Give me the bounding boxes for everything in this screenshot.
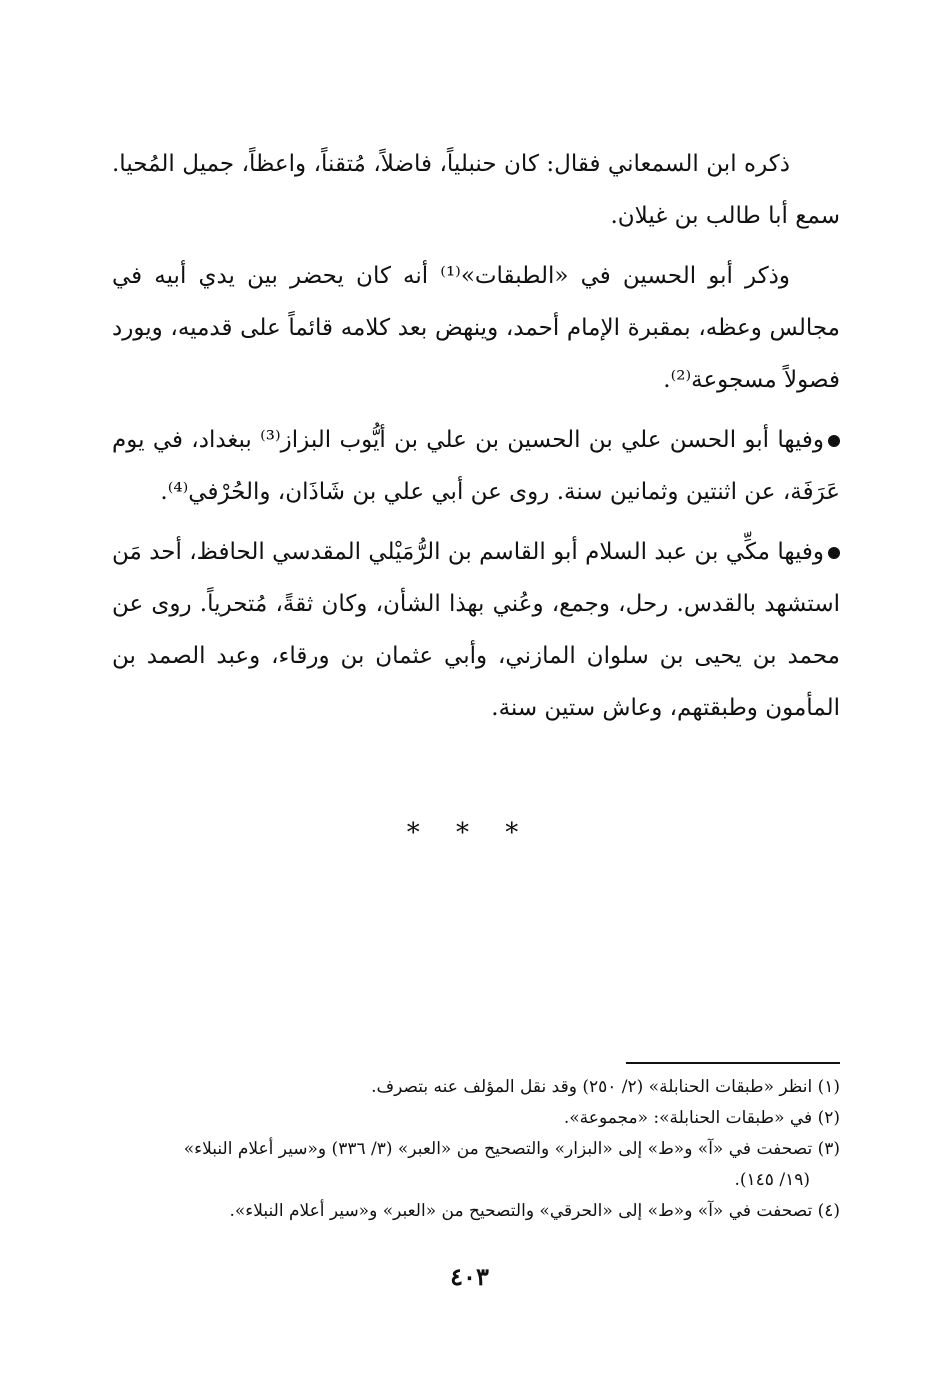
footnote-3: (٣) تصحفت في «آ» و«ط» إلى «البزار» والتصحيح من «العبر» (٣/ ٣٣٦) و«سير أعلام النبلاء» [183, 1139, 840, 1159]
footnote-1: (١) انظر «طبقات الحنابلة» (٢/ ٢٥٠) وقد نقل المؤلف عنه بتصرف. [371, 1077, 840, 1097]
paragraph-makki [112, 526, 840, 734]
bullet-icon [828, 435, 840, 447]
paragraph-sam-ani [112, 138, 840, 242]
main-text [112, 138, 840, 742]
section-separator: * * * [406, 818, 533, 848]
paragraph-ali-bin-al-husayn [112, 414, 840, 518]
page-number: ٤٠٣ [450, 1262, 489, 1291]
paragraph-text: ذكره ابن السمعاني فقال: كان حنبلياً، فاضلاً، مُتقناً، واعظاً، جميل المُحيا. سمع أبا طالب بن غيلان. [112, 151, 840, 229]
paragraph-text: وذكر أبو الحسين في «الطبقات»⁽¹⁾ أنه كان يحضر بين يدي أبيه في مجالس وعظه، بمقبرة الإمام أحمد، وينهض بعد كلامه قائماً على قدميه، ويورد فصولاً مسجوعة⁽²⁾. [112, 263, 840, 393]
paragraph-text: وفيها مكِّي بن عبد السلام أبو القاسم بن الرُّمَيْلي المقدسي الحافظ، أحد مَن استشهد بالقدس. رحل، وجمع، وعُني بهذا الشأن، وكان ثقةً، مُتحرياً. روى عن محمد بن يحيى بن سلوان المازني، وأبي عثمان بن ورقاء، وعبد الصمد بن المأمون وطبقتهم، وعاش ستين سنة. [112, 539, 840, 721]
paragraph-abu-al-husayn [112, 250, 840, 406]
footnotes [112, 1072, 840, 1227]
bullet-icon [828, 547, 840, 559]
footnote-2: (٢) في «طبقات الحنابلة»: «مجموعة». [563, 1108, 840, 1128]
footnote-divider [626, 1062, 840, 1064]
footnote-3-continuation: (١٩/ ١٤٥). [734, 1170, 810, 1190]
footnote-4: (٤) تصحفت في «آ» و«ط» إلى «الحرقي» والتصحيح من «العبر» و«سير أعلام النبلاء». [229, 1201, 840, 1221]
paragraph-text: وفيها أبو الحسن علي بن الحسين بن علي بن أيُّوب البزاز⁽³⁾ ببغداد، في يوم عَرَفَة، عن اثنتين وثمانين سنة. روى عن أبي علي بن شَاذَان، والحُرْفي⁽⁴⁾. [112, 427, 840, 505]
